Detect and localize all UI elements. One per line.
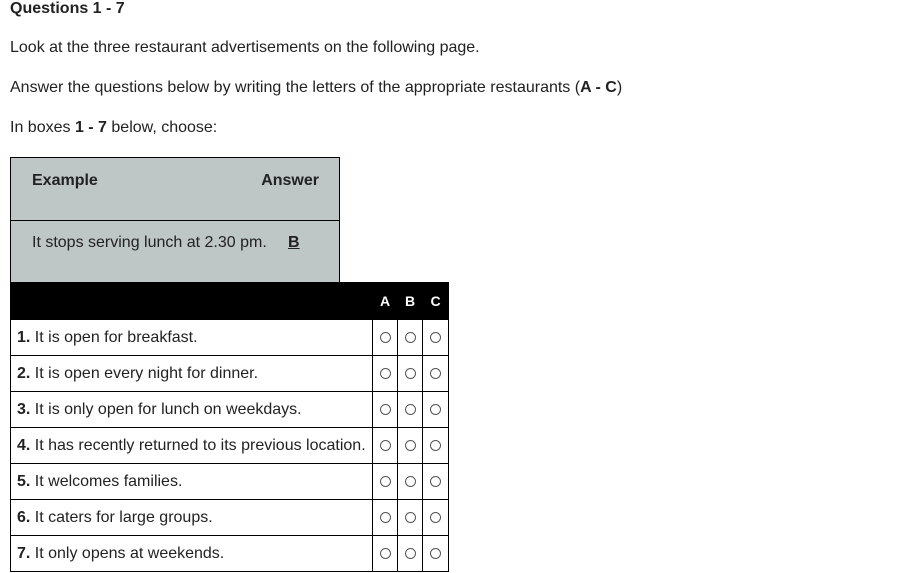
option-cell-a[interactable] (373, 320, 398, 356)
option-cell-b[interactable] (398, 356, 423, 392)
question-text: It is open for breakfast. (34, 328, 198, 346)
radio-button-6a[interactable] (380, 512, 391, 523)
option-cell-b[interactable] (398, 500, 423, 536)
instruction-text (10, 79, 622, 97)
option-header-b: B (398, 283, 423, 320)
option-header-a: A (373, 283, 398, 320)
intro-text: Look at the three restaurant advertisements on the following page. (10, 39, 480, 56)
option-cell-a[interactable] (373, 392, 398, 428)
radio-button-7c[interactable] (430, 548, 441, 559)
option-cell-a[interactable] (373, 536, 398, 572)
question-row-4 (11, 428, 449, 464)
questions-heading: Questions 1 - 7 (10, 0, 125, 17)
answer-label: Answer (261, 172, 319, 189)
radio-button-2a[interactable] (380, 368, 391, 379)
option-cell-b[interactable] (398, 464, 423, 500)
option-header-c: C (423, 283, 449, 320)
radio-button-4a[interactable] (380, 440, 391, 451)
question-number: 7. (17, 544, 31, 562)
example-answer: B (288, 234, 300, 251)
option-cell-c[interactable] (423, 536, 449, 572)
question-number: 2. (17, 364, 31, 382)
radio-button-1a[interactable] (380, 332, 391, 343)
instruction-before: Answer the questions below by writing the letters of the appropriate restaurants ( (10, 79, 581, 96)
question-text: It welcomes families. (34, 472, 183, 490)
radio-button-2b[interactable] (405, 368, 416, 379)
option-cell-a[interactable] (373, 356, 398, 392)
question-text: It only opens at weekends. (34, 544, 225, 562)
radio-button-5b[interactable] (405, 476, 416, 487)
boxes-after: below, choose: (106, 119, 218, 136)
question-text: It is open every night for dinner. (34, 364, 259, 382)
option-cell-c[interactable] (423, 428, 449, 464)
questions-table (10, 282, 449, 572)
radio-button-4c[interactable] (430, 440, 441, 451)
question-number: 3. (17, 400, 31, 418)
radio-button-7b[interactable] (405, 548, 416, 559)
option-cell-a[interactable] (373, 464, 398, 500)
question-row-2 (11, 356, 449, 392)
instruction-after: ) (616, 79, 623, 96)
option-cell-b[interactable] (398, 428, 423, 464)
question-row-5 (11, 464, 449, 500)
option-cell-c[interactable] (423, 464, 449, 500)
question-row-3 (11, 392, 449, 428)
example-sentence: It stops serving lunch at 2.30 pm. (32, 234, 267, 251)
radio-button-6c[interactable] (430, 512, 441, 523)
option-cell-c[interactable] (423, 320, 449, 356)
question-row-7 (11, 536, 449, 572)
example-label: Example (32, 172, 98, 189)
question-text-cell (11, 500, 373, 536)
question-text-cell (11, 536, 373, 572)
radio-button-3b[interactable] (405, 404, 416, 415)
question-text-cell (11, 464, 373, 500)
radio-button-6b[interactable] (405, 512, 416, 523)
instruction-range: A - C (580, 79, 617, 96)
example-box (10, 157, 340, 283)
question-text-cell (11, 428, 373, 464)
table-header-row (11, 283, 449, 320)
boxes-range: 1 - 7 (74, 119, 107, 136)
radio-button-1c[interactable] (430, 332, 441, 343)
radio-button-2c[interactable] (430, 368, 441, 379)
header-blank (11, 283, 373, 320)
question-text-cell (11, 356, 373, 392)
question-number: 6. (17, 508, 31, 526)
question-text: It has recently returned to its previous location. (34, 436, 366, 454)
option-cell-c[interactable] (423, 392, 449, 428)
option-cell-b[interactable] (398, 320, 423, 356)
option-cell-a[interactable] (373, 428, 398, 464)
radio-button-3a[interactable] (380, 404, 391, 415)
question-text-cell (11, 392, 373, 428)
boxes-instruction (10, 119, 217, 137)
question-number: 1. (17, 328, 31, 346)
boxes-before: In boxes (10, 119, 75, 136)
option-cell-b[interactable] (398, 392, 423, 428)
question-text: It is only open for lunch on weekdays. (34, 400, 302, 418)
radio-button-4b[interactable] (405, 440, 416, 451)
question-row-6 (11, 500, 449, 536)
question-number: 5. (17, 472, 31, 490)
option-cell-a[interactable] (373, 500, 398, 536)
radio-button-3c[interactable] (430, 404, 441, 415)
question-row-1 (11, 320, 449, 356)
option-cell-c[interactable] (423, 500, 449, 536)
radio-button-5a[interactable] (380, 476, 391, 487)
radio-button-5c[interactable] (430, 476, 441, 487)
radio-button-1b[interactable] (405, 332, 416, 343)
option-cell-c[interactable] (423, 356, 449, 392)
question-number: 4. (17, 436, 31, 454)
radio-button-7a[interactable] (380, 548, 391, 559)
example-header (11, 158, 339, 221)
question-text: It caters for large groups. (34, 508, 213, 526)
option-cell-b[interactable] (398, 536, 423, 572)
question-text-cell (11, 320, 373, 356)
